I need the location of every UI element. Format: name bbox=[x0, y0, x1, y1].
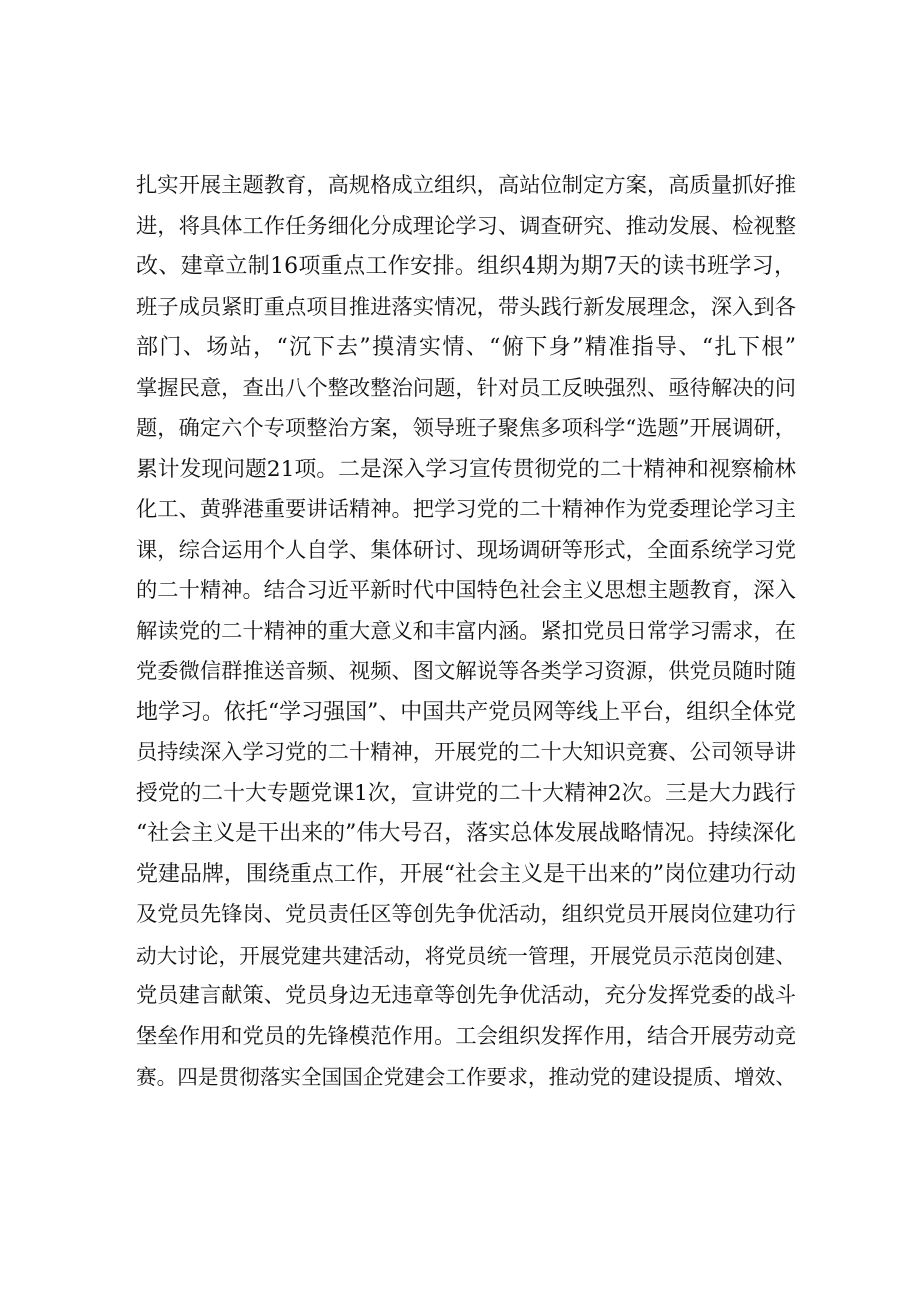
text-line: 解读党的二十精神的重大意义和丰富内涵。紧扣党员日常学习需求，在 bbox=[136, 618, 796, 644]
text-line: 堡垒作用和党员的先锋模范作用。工会组织发挥作用，结合开展劳动竞 bbox=[136, 1023, 796, 1049]
text-line: 赛。四是贯彻落实全国国企党建会工作要求，推动党的建设提质、增效、 bbox=[136, 1065, 797, 1089]
text-line: 扎实开展主题教育，高规格成立组织，高站位制定方案，高质量抓好推 bbox=[136, 173, 796, 198]
text-line: “社会主义是干出来的”伟大号召，落实总体发展战略情况。持续深化 bbox=[136, 821, 796, 846]
text-line: 党员建言献策、党员身边无违章等创先争优活动，充分发挥党委的战斗 bbox=[136, 983, 796, 1008]
text-line: 累计发现问题21项。二是深入学习宣传贯彻党的二十精神和视察榆林 bbox=[136, 456, 796, 482]
text-line: 化工、黄骅港重要讲话精神。把学习党的二十精神作为党委理论学习主 bbox=[136, 497, 796, 522]
text-line: 改、建章立制16项重点工作安排。组织4期为期7天的读书班学习， bbox=[136, 254, 796, 279]
text-line: 党建品牌，围绕重点工作，开展“社会主义是干出来的”岗位建功行动 bbox=[136, 861, 796, 887]
text-line: 党委微信群推送音频、视频、图文解说等各类学习资源，供党员随时随 bbox=[136, 659, 796, 684]
text-line: 授党的二十大专题党课1次，宣讲党的二十大精神2次。三是大力践行 bbox=[136, 780, 796, 806]
text-line: 的二十精神。结合习近平新时代中国特色社会主义思想主题教育，深入 bbox=[136, 578, 796, 603]
text-line: 部门、场站，“沉下去”摸清实情、“俯下身”精准指导、“扎下根” bbox=[136, 335, 796, 360]
text-line: 掌握民意，查出八个整改整治问题，针对员工反映强烈、亟待解决的问 bbox=[136, 375, 796, 401]
text-line: 课，综合运用个人自学、集体研讨、现场调研等形式，全面系统学习党 bbox=[136, 537, 796, 563]
text-line: 班子成员紧盯重点项目推进落实情况，带头践行新发展理念，深入到各 bbox=[136, 294, 796, 320]
text-line: 动大讨论，开展党建共建活动，将党员统一管理，开展党员示范岗创建、 bbox=[136, 943, 797, 968]
text-line: 进，将具体工作任务细化分成理论学习、调查研究、推动发展、检视整 bbox=[136, 213, 796, 239]
text-line: 地学习。依托“学习强国”、中国共产党员网等线上平台，组织全体党 bbox=[136, 699, 796, 725]
text-line: 及党员先锋岗、党员责任区等创先争优活动，组织党员开展岗位建功行 bbox=[136, 902, 796, 927]
body-paragraph bbox=[136, 166, 796, 1098]
text-line: 员持续深入学习党的二十精神，开展党的二十大知识竞赛、公司领导讲 bbox=[136, 740, 796, 765]
text-line: 题，确定六个专项整治方案，领导班子聚焦多项科学“选题”开展调研， bbox=[136, 416, 796, 441]
